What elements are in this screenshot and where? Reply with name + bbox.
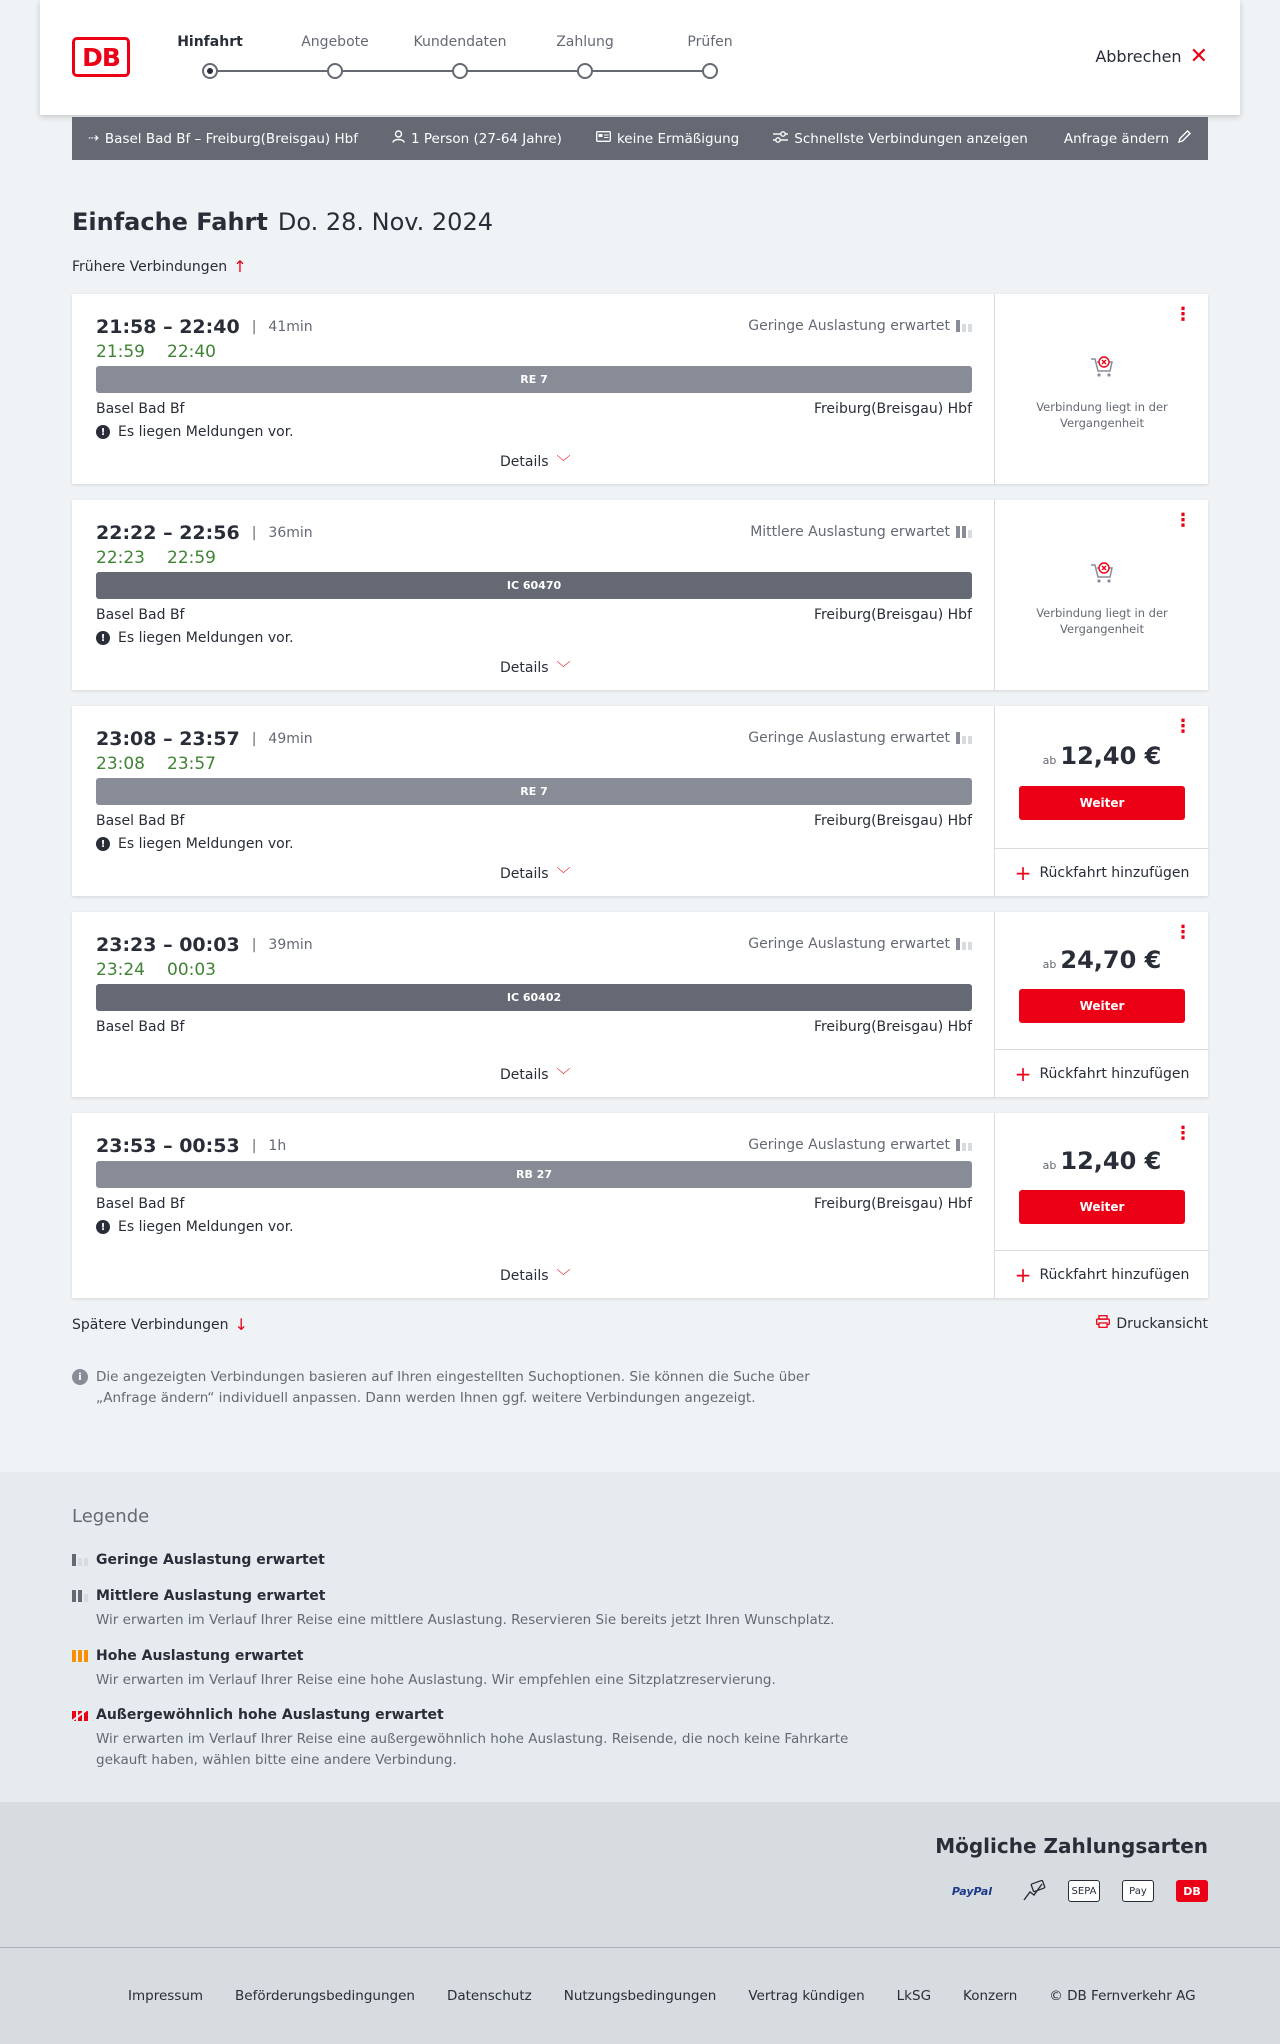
details-label: Details	[500, 1067, 549, 1083]
info-text: Die angezeigten Verbindungen basieren auf Ihren eingestellten Suchoptionen. Sie können die Suche über „Anfrage ändern“ individuell anpassen. Dann werden Ihnen ggf. weitere Verbindungen angezeigt.	[96, 1369, 810, 1406]
realtime-arrival: 22:40	[167, 342, 216, 362]
occupancy-exceptional-icon	[72, 1709, 88, 1721]
separator: |	[251, 731, 257, 747]
continue-button[interactable]: Weiter	[1019, 989, 1185, 1023]
connection-info	[72, 1113, 994, 1298]
arrow-up-icon: ↑	[233, 257, 247, 276]
warning-icon: !	[96, 425, 110, 439]
step-label: Prüfen	[687, 34, 733, 50]
legend-description: Wir erwarten im Verlauf Ihrer Reise eine mittlere Auslastung. Reservieren Sie bereits jetzt Ihren Wunschplatz.	[96, 1612, 835, 1628]
planned-times	[96, 316, 313, 338]
pencil-icon	[1177, 129, 1192, 148]
time-range: 21:58 – 22:40	[96, 316, 240, 338]
departure-station: Basel Bad Bf	[96, 607, 185, 623]
summary-route	[88, 131, 358, 147]
add-return-label: Rückfahrt hinzufügen	[1039, 864, 1190, 881]
chevron-down-icon: ﹀	[556, 867, 571, 883]
details-toggle[interactable]	[500, 1065, 571, 1085]
price-prefix: ab	[1042, 754, 1057, 767]
occupancy-label: Geringe Auslastung erwartet	[748, 318, 950, 334]
realtime-arrival: 22:59	[167, 548, 216, 568]
connection-card[interactable]	[72, 706, 1208, 896]
sepa-icon: SEPA	[1068, 1880, 1100, 1902]
summary-persons	[392, 130, 562, 147]
footer-link-vertrag-kuendigen[interactable]: Vertrag kündigen	[748, 1988, 865, 2004]
apple-pay-icon: Pay	[1122, 1880, 1154, 1902]
arrival-station: Freiburg(Breisgau) Hbf	[813, 813, 972, 829]
legend-section	[0, 1472, 1280, 1802]
cancel-label: Abbrechen	[1095, 47, 1182, 66]
payment-methods	[944, 1880, 1208, 1902]
legend-description: Wir erwarten im Verlauf Ihrer Reise eine hohe Auslastung. Wir empfehlen eine Sitzplatzreservierung.	[96, 1672, 776, 1688]
train-bar[interactable]: IC 60470	[96, 572, 972, 599]
realtime-departure: 22:23	[96, 548, 145, 568]
payment-title: Mögliche Zahlungsarten	[935, 1834, 1208, 1858]
details-toggle[interactable]	[500, 1266, 571, 1286]
details-label: Details	[500, 866, 549, 882]
duration: 39min	[268, 937, 313, 953]
realtime-times	[96, 754, 216, 774]
occupancy-label: Mittlere Auslastung erwartet	[750, 524, 950, 540]
connection-info	[72, 294, 994, 484]
footer-links	[128, 1988, 1196, 2004]
trip-date: Do. 28. Nov. 2024	[277, 208, 493, 236]
chevron-down-icon: ﹀	[556, 1269, 571, 1285]
notice-text: Es liegen Meldungen vor.	[118, 424, 294, 440]
occupancy-low-icon	[956, 732, 972, 744]
price	[995, 946, 1209, 974]
footer-link-datenschutz[interactable]: Datenschutz	[446, 1988, 532, 2004]
arrival-station: Freiburg(Breisgau) Hbf	[813, 607, 972, 623]
db-logo[interactable]: DB	[72, 37, 130, 77]
duration: 41min	[268, 319, 313, 335]
departure-station: Basel Bad Bf	[96, 401, 185, 417]
occupancy-label: Geringe Auslastung erwartet	[748, 1137, 950, 1153]
departure-station: Basel Bad Bf	[96, 1019, 185, 1035]
price-prefix: ab	[1042, 1159, 1057, 1172]
departure-station: Basel Bad Bf	[96, 1196, 185, 1212]
train-bar[interactable]: RE 7	[96, 778, 972, 805]
later-connections-link[interactable]	[72, 1315, 248, 1334]
print-label: Druckansicht	[1116, 1315, 1208, 1332]
legend-description: Wir erwarten im Verlauf Ihrer Reise eine außergewöhnlich hohe Auslastung. Reisende, die noch keine Fahrkarte gekauft haben, wählen bitte eine andere Verbindung.	[96, 1731, 849, 1768]
offer-panel	[994, 294, 1208, 484]
summary-discount	[596, 131, 739, 147]
plus-icon: +	[1014, 1262, 1032, 1287]
offer-panel	[994, 912, 1208, 1097]
details-toggle[interactable]	[500, 658, 571, 678]
print-view-link[interactable]	[1096, 1315, 1208, 1332]
step-label: Angebote	[301, 34, 369, 50]
arrival-station: Freiburg(Breisgau) Hbf	[813, 1019, 972, 1035]
step-dot	[577, 63, 593, 79]
notice-text: Es liegen Meldungen vor.	[118, 630, 294, 646]
price-value: 12,40 €	[1060, 742, 1162, 770]
paypal-icon: PayPal	[951, 1884, 993, 1898]
train-bar[interactable]: RE 7	[96, 366, 972, 393]
continue-button[interactable]: Weiter	[1019, 1190, 1185, 1224]
connection-info	[72, 706, 994, 896]
trip-type: Einfache Fahrt	[72, 208, 268, 236]
chevron-down-icon: ﹀	[556, 1068, 571, 1084]
info-icon: i	[72, 1369, 88, 1385]
person-icon	[392, 130, 405, 147]
details-label: Details	[500, 660, 549, 676]
occupancy	[748, 730, 972, 746]
step-dot	[452, 63, 468, 79]
realtime-arrival: 23:57	[167, 754, 216, 774]
departure-station: Basel Bad Bf	[96, 813, 185, 829]
planned-times	[96, 934, 313, 956]
legend-label: Außergewöhnlich hohe Auslastung erwartet	[96, 1707, 444, 1723]
step-pruefen	[650, 34, 770, 50]
payment-section	[0, 1802, 1280, 1947]
realtime-times	[96, 342, 216, 362]
realtime-departure: 21:59	[96, 342, 145, 362]
legend-item-high	[72, 1648, 872, 1691]
cart-unavailable-icon	[1089, 560, 1115, 586]
separator: |	[251, 525, 257, 541]
plus-icon: +	[1014, 1061, 1032, 1086]
step-dot	[327, 63, 343, 79]
offer-panel	[994, 1113, 1208, 1298]
planned-times	[96, 522, 313, 544]
step-angebote	[275, 34, 395, 50]
realtime-times	[96, 548, 216, 568]
realtime-departure: 23:08	[96, 754, 145, 774]
connection-card[interactable]	[72, 294, 1208, 484]
add-return-trip-button[interactable]	[995, 1049, 1209, 1097]
planned-times	[96, 728, 313, 750]
db-payment-icon: DB	[1176, 1880, 1208, 1902]
separator: |	[251, 319, 257, 335]
step-kundendaten	[400, 34, 520, 50]
step-label: Kundendaten	[413, 34, 507, 50]
notice-text: Es liegen Meldungen vor.	[118, 1219, 294, 1235]
summary-fastest	[773, 131, 1028, 147]
close-icon: ✕	[1189, 43, 1208, 69]
legend-item-exceptional	[72, 1707, 872, 1771]
occupancy-high-icon	[72, 1650, 88, 1662]
connection-info	[72, 500, 994, 690]
more-options-icon[interactable]: ⋮	[1174, 922, 1192, 943]
past-connection-note: Verbindung liegt in der Vergangenheit	[1036, 606, 1168, 636]
occupancy	[748, 936, 972, 952]
notice	[96, 1219, 294, 1235]
legend-item-low	[72, 1552, 872, 1568]
footer-link-lksg[interactable]: LkSG	[896, 1988, 932, 2004]
connection-card[interactable]	[72, 500, 1208, 690]
time-range: 23:08 – 23:57	[96, 728, 240, 750]
discount-label: keine Ermäßigung	[616, 130, 740, 147]
legend-title: Legende	[72, 1506, 150, 1527]
add-return-trip-button[interactable]	[995, 1250, 1209, 1298]
occupancy-low-icon	[72, 1554, 88, 1566]
separator: |	[251, 937, 257, 953]
occupancy-low-icon	[956, 1139, 972, 1151]
step-label: Zahlung	[556, 34, 614, 50]
warning-icon: !	[96, 631, 110, 645]
chevron-down-icon: ﹀	[556, 661, 571, 677]
more-options-icon[interactable]: ⋮	[1174, 716, 1192, 737]
search-summary-bar	[72, 117, 1208, 160]
occupancy-medium-icon	[72, 1590, 88, 1602]
time-range: 22:22 – 22:56	[96, 522, 240, 544]
occupancy-medium-icon	[956, 526, 972, 538]
occupancy	[748, 1137, 972, 1153]
later-label: Spätere Verbindungen	[72, 1316, 229, 1333]
occupancy-low-icon	[956, 938, 972, 950]
footer-link-nutzungsbedingungen[interactable]: Nutzungsbedingungen	[563, 1988, 717, 2004]
route-label: Basel Bad Bf – Freiburg(Breisgau) Hbf	[104, 130, 358, 147]
arrival-station: Freiburg(Breisgau) Hbf	[813, 1196, 972, 1212]
step-label: Hinfahrt	[177, 34, 243, 50]
change-request-button[interactable]	[1064, 129, 1192, 148]
price-value: 12,40 €	[1060, 1147, 1162, 1175]
chevron-down-icon: ﹀	[556, 455, 571, 471]
planned-times	[96, 1135, 286, 1157]
fastest-label: Schnellste Verbindungen anzeigen	[794, 130, 1028, 147]
duration: 49min	[268, 731, 313, 747]
duration: 36min	[268, 525, 313, 541]
step-dot-current	[202, 63, 218, 79]
details-label: Details	[500, 1268, 549, 1284]
legend-label: Hohe Auslastung erwartet	[96, 1648, 304, 1664]
continue-button[interactable]: Weiter	[1019, 786, 1185, 820]
legend-item-medium	[72, 1588, 872, 1631]
step-hinfahrt	[150, 34, 270, 50]
cancel-button[interactable]	[1095, 43, 1208, 69]
more-options-icon[interactable]: ⋮	[1174, 304, 1192, 325]
offer-panel	[994, 706, 1208, 896]
details-toggle[interactable]	[500, 452, 571, 472]
step-zahlung	[525, 34, 645, 50]
arrow-down-icon: ↓	[234, 1315, 248, 1334]
connection-card[interactable]	[72, 1113, 1208, 1298]
notice	[96, 836, 294, 852]
realtime-arrival: 00:03	[167, 960, 216, 980]
price	[995, 1147, 1209, 1175]
offer-panel	[994, 500, 1208, 690]
past-connection-note: Verbindung liegt in der Vergangenheit	[1036, 400, 1168, 430]
realtime-times	[96, 960, 216, 980]
separator: |	[251, 1138, 257, 1154]
cart-unavailable-icon	[1089, 354, 1115, 380]
notice	[96, 424, 294, 440]
legend-label: Geringe Auslastung erwartet	[96, 1552, 325, 1568]
change-request-label: Anfrage ändern	[1063, 130, 1169, 147]
price	[995, 742, 1209, 770]
footer-link-konzern[interactable]: Konzern	[963, 1988, 1018, 2004]
time-range: 23:53 – 00:53	[96, 1135, 240, 1157]
route-arrow-icon: ⇢	[88, 131, 99, 146]
footer-link-impressum[interactable]: Impressum	[128, 1988, 204, 2004]
add-return-trip-button[interactable]	[995, 848, 1209, 896]
notice	[96, 630, 294, 646]
step-dot	[702, 63, 718, 79]
earlier-connections-link[interactable]	[72, 257, 247, 276]
page-title	[72, 208, 493, 236]
train-bar[interactable]: IC 60402	[96, 984, 972, 1011]
arrival-station: Freiburg(Breisgau) Hbf	[813, 401, 972, 417]
occupancy-label: Geringe Auslastung erwartet	[748, 936, 950, 952]
duration: 1h	[268, 1138, 287, 1154]
realtime-departure: 23:24	[96, 960, 145, 980]
footer-link-befoerderungsbedingungen[interactable]: Beförderungsbedingungen	[235, 1988, 415, 2004]
occupancy-label: Geringe Auslastung erwartet	[748, 730, 950, 746]
more-options-icon[interactable]: ⋮	[1174, 510, 1192, 531]
notice-text: Es liegen Meldungen vor.	[118, 836, 294, 852]
time-range: 23:23 – 00:03	[96, 934, 240, 956]
page-footer	[0, 1947, 1280, 2044]
printer-icon	[1096, 1315, 1110, 1332]
plus-icon: +	[1014, 860, 1032, 885]
add-return-label: Rückfahrt hinzufügen	[1039, 1266, 1190, 1283]
price-prefix: ab	[1042, 958, 1057, 971]
train-bar[interactable]: RB 27	[96, 1161, 972, 1188]
credit-card-icon	[1022, 1880, 1046, 1902]
sliders-icon	[773, 131, 788, 147]
add-return-label: Rückfahrt hinzufügen	[1039, 1065, 1190, 1082]
occupancy	[750, 524, 972, 540]
details-toggle[interactable]	[500, 864, 571, 884]
card-icon	[596, 131, 611, 146]
connection-card[interactable]	[72, 912, 1208, 1097]
info-note	[72, 1367, 852, 1409]
legend-label: Mittlere Auslastung erwartet	[96, 1588, 326, 1604]
details-label: Details	[500, 454, 549, 470]
warning-icon: !	[96, 837, 110, 851]
booking-header	[40, 0, 1240, 115]
occupancy-low-icon	[956, 320, 972, 332]
earlier-label: Frühere Verbindungen	[72, 258, 228, 275]
connection-info	[72, 912, 994, 1097]
footer-copyright: © DB Fernverkehr AG	[1049, 1988, 1196, 2004]
persons-label: 1 Person (27-64 Jahre)	[410, 130, 562, 147]
more-options-icon[interactable]: ⋮	[1174, 1123, 1192, 1144]
occupancy	[748, 318, 972, 334]
warning-icon: !	[96, 1220, 110, 1234]
price-value: 24,70 €	[1060, 946, 1162, 974]
